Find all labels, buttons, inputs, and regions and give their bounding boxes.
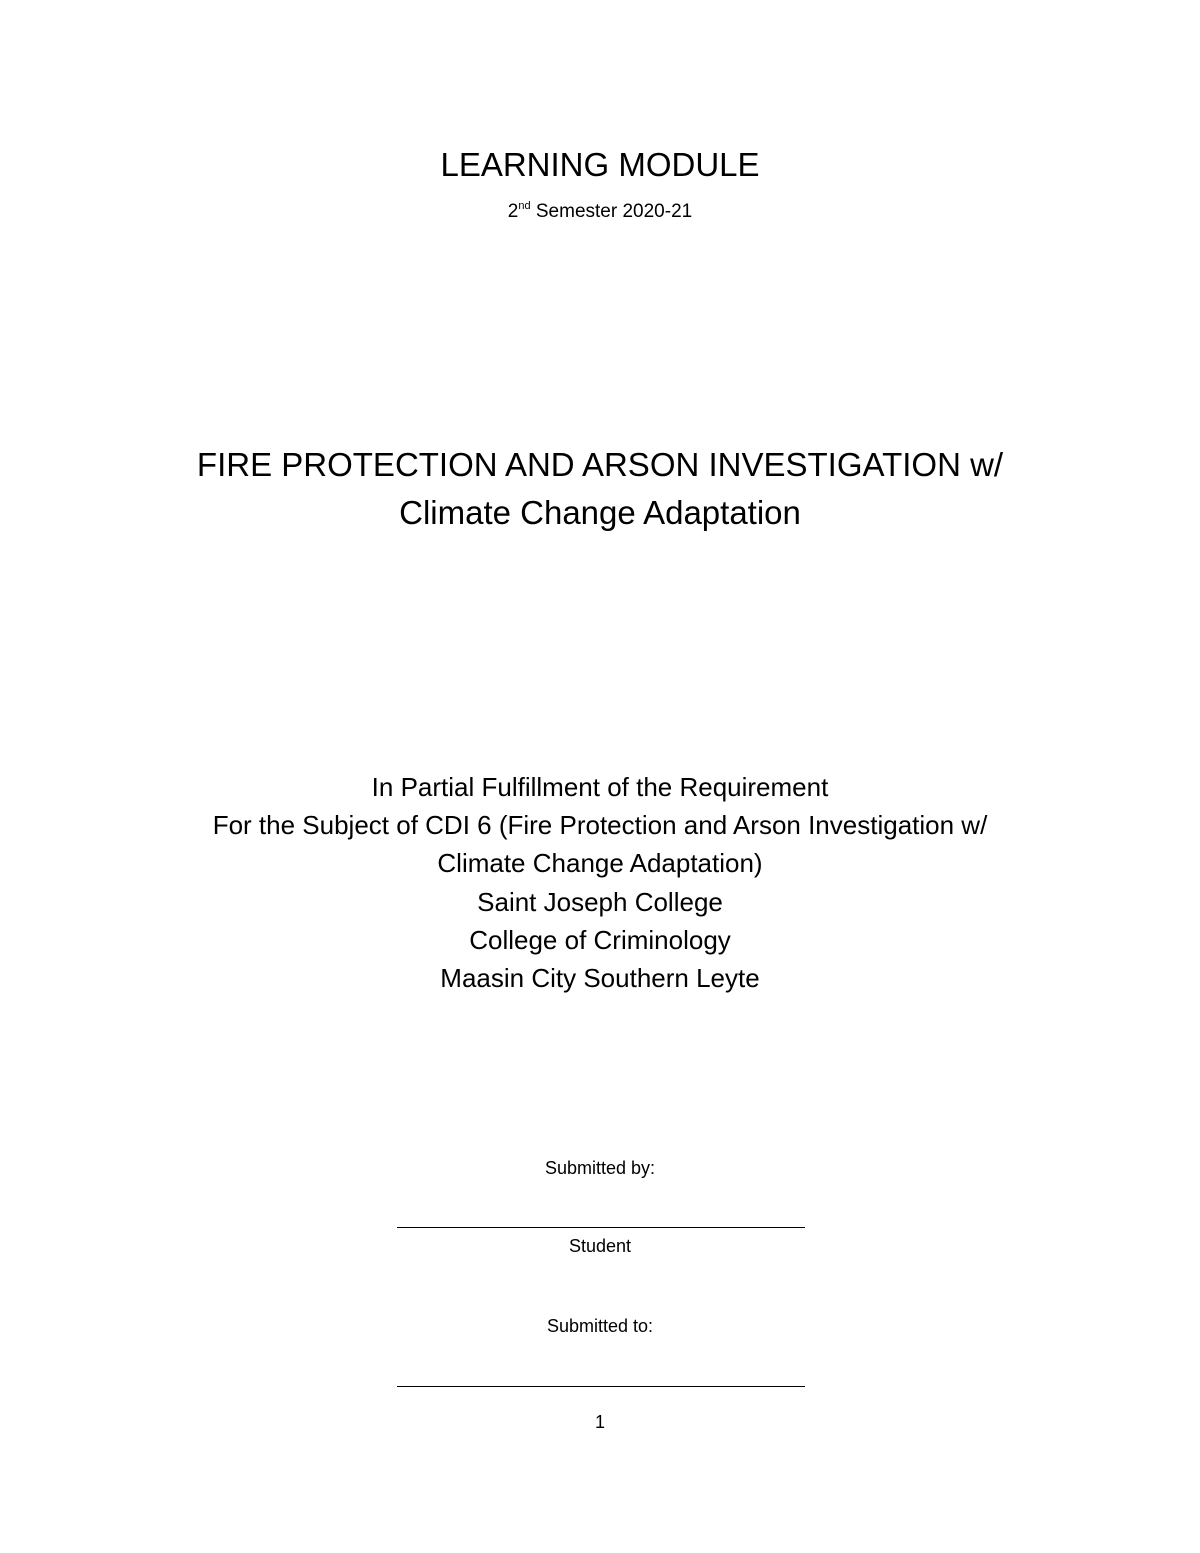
requirement-line: In Partial Fulfillment of the Requirement [371, 772, 829, 802]
submitted-to-label: Submitted to: [546, 1316, 654, 1336]
institution-name: Saint Joseph College [477, 887, 723, 917]
semester-ordinal-suffix: nd [518, 200, 531, 212]
subject-title-line-2: Climate Change Adaptation [399, 494, 801, 531]
college-name: College of Criminology [469, 925, 731, 955]
semester-ordinal: 2 [507, 201, 519, 222]
instructor-signature-line [397, 1386, 805, 1387]
subject-title-line-1: FIRE PROTECTION AND ARSON INVESTIGATION w/ [196, 446, 1004, 483]
requirement-line: For the Subject of CDI 6 (Fire Protection and Arson Investigation w/ [212, 810, 988, 840]
student-signature-line [397, 1227, 805, 1228]
requirement-line: Climate Change Adaptation) [437, 848, 763, 878]
page-number: 1 [594, 1412, 605, 1432]
semester-text: Semester 2020-21 [530, 201, 693, 222]
student-label: Student [568, 1236, 632, 1256]
document-title: LEARNING MODULE [440, 146, 760, 183]
submitted-by-label: Submitted by: [544, 1158, 656, 1178]
location: Maasin City Southern Leyte [440, 963, 760, 993]
semester-label [0, 194, 1200, 224]
